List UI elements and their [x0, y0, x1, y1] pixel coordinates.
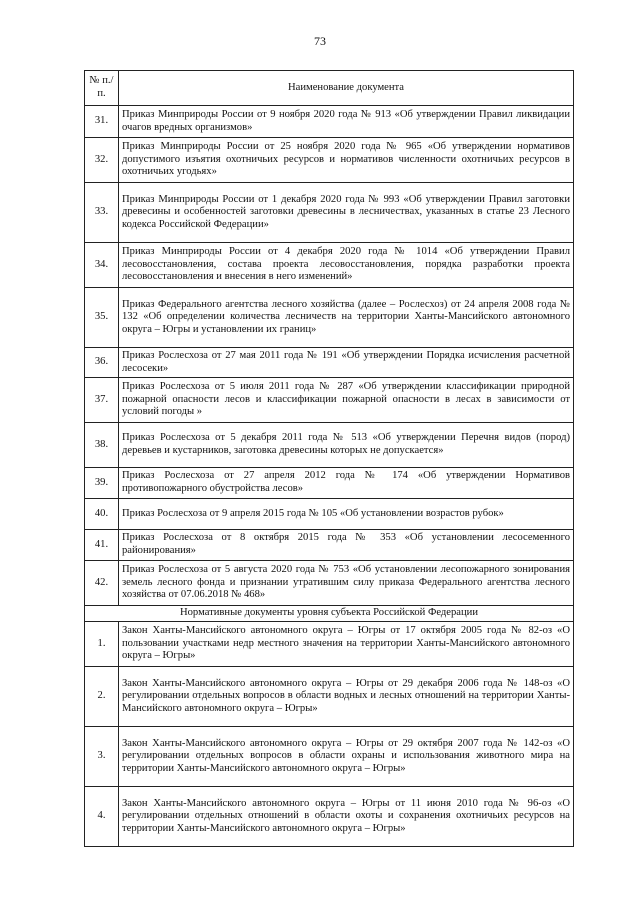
table-row [85, 183, 574, 243]
document-name: Закон Ханты-Мансийского автономного округа – Югры от 11 июня 2010 года № 96-оз «О регулировании отдельных отношений в области охоты и сохранения охотничьих ресурсов на территории Ханты-Мансийского автономного округа – Югры» [119, 787, 574, 847]
table-row [85, 288, 574, 348]
row-number: 2. [85, 667, 119, 727]
table-header-row [85, 71, 574, 106]
row-number: 42. [85, 561, 119, 606]
document-name: Закон Ханты-Мансийского автономного округа – Югры от 29 октября 2007 года № 142-оз «О регулировании отдельных вопросов в области охраны и использования животного мира на территории Ханты-Мансийского автономного округа – Югры» [119, 727, 574, 787]
row-number: 1. [85, 622, 119, 667]
table-row [85, 499, 574, 530]
row-number: 40. [85, 499, 119, 530]
row-number: 31. [85, 106, 119, 138]
row-number: 34. [85, 243, 119, 288]
row-number: 37. [85, 378, 119, 423]
table-row [85, 622, 574, 667]
table-row [85, 667, 574, 727]
document-name: Приказ Минприроды России от 1 декабря 2020 года № 993 «Об утверждении Правил заготовки древесины и особенностей заготовки древесины в лесничествах, указанных в статье 23 Лесного кодекса Российской Федерации» [119, 183, 574, 243]
document-name: Закон Ханты-Мансийского автономного округа – Югры от 29 декабря 2006 года № 148-оз «О регулировании отдельных вопросов в области водных и лесных отношений на территории Ханты-Мансийского автономного округа – Югры» [119, 667, 574, 727]
document-name: Приказ Рослесхоза от 9 апреля 2015 года № 105 «Об установлении возрастов рубок» [119, 499, 574, 530]
document-name: Приказ Рослесхоза от 5 августа 2020 года № 753 «Об установлении лесопожарного зонирования земель лесного фонда и признании утратившим силу приказа Федерального агентства лесного хозяйства от 07.06.2018 № 468» [119, 561, 574, 606]
row-number: 4. [85, 787, 119, 847]
row-number: 33. [85, 183, 119, 243]
documents-table [84, 70, 574, 847]
table-row [85, 468, 574, 499]
document-name: Приказ Рослесхоза от 27 апреля 2012 года № 174 «Об утверждении Нормативов противопожарного обустройства лесов» [119, 468, 574, 499]
document-name: Приказ Минприроды России от 4 декабря 2020 года № 1014 «Об утверждении Правил лесовосстановления, состава проекта лесовосстановления, порядка разработки проекта лесовосстановления и внесения в него изменений» [119, 243, 574, 288]
table-row [85, 530, 574, 561]
table-row [85, 378, 574, 423]
row-number: 3. [85, 727, 119, 787]
table-row [85, 727, 574, 787]
row-number: 32. [85, 138, 119, 183]
table-row [85, 348, 574, 378]
document-name: Приказ Рослесхоза от 5 декабря 2011 года № 513 «Об утверждении Перечня видов (пород) деревьев и кустарников, заготовка древесины которых не допускается» [119, 423, 574, 468]
page-number: 73 [314, 34, 326, 48]
document-name: Закон Ханты-Мансийского автономного округа – Югры от 17 октября 2005 года № 82-оз «О пользовании участками недр местного значения на территории Ханты-Мансийского автономного округа – Югры» [119, 622, 574, 667]
document-name: Приказ Рослесхоза от 8 октября 2015 года № 353 «Об установлении лесосеменного районирования» [119, 530, 574, 561]
document-name: Приказ Федерального агентства лесного хозяйства (далее – Рослесхоз) от 24 апреля 2008 года № 132 «Об определении количества лесничеств на территории Ханты-Мансийского автономного округа – Югры и установлении их границ» [119, 288, 574, 348]
table-row [85, 138, 574, 183]
table-row [85, 106, 574, 138]
document-name: Приказ Рослесхоза от 5 июля 2011 года № 287 «Об утверждении классификации природной пожарной опасности лесов и классификации пожарной опасности в лесах в зависимости от условий погоды » [119, 378, 574, 423]
table-row [85, 243, 574, 288]
table-row [85, 561, 574, 606]
document-name: Приказ Минприроды России от 9 ноября 2020 года № 913 «Об утверждении Правил ликвидации очагов вредных организмов» [119, 106, 574, 138]
header-number: № п./п. [85, 71, 119, 106]
table-row [85, 787, 574, 847]
header-document-name: Наименование документа [119, 71, 574, 106]
row-number: 36. [85, 348, 119, 378]
document-name: Приказ Минприроды России от 25 ноября 2020 года № 965 «Об утверждении нормативов допустимого изъятия охотничьих ресурсов и нормативов численности охотничьих ресурсов в охотничьих угодьях» [119, 138, 574, 183]
table-row [85, 423, 574, 468]
section-title: Нормативные документы уровня субъекта Российской Федерации [85, 606, 574, 622]
section-row [85, 606, 574, 622]
row-number: 39. [85, 468, 119, 499]
row-number: 38. [85, 423, 119, 468]
row-number: 41. [85, 530, 119, 561]
document-name: Приказ Рослесхоза от 27 мая 2011 года № 191 «Об утверждении Порядка исчисления расчетной лесосеки» [119, 348, 574, 378]
row-number: 35. [85, 288, 119, 348]
